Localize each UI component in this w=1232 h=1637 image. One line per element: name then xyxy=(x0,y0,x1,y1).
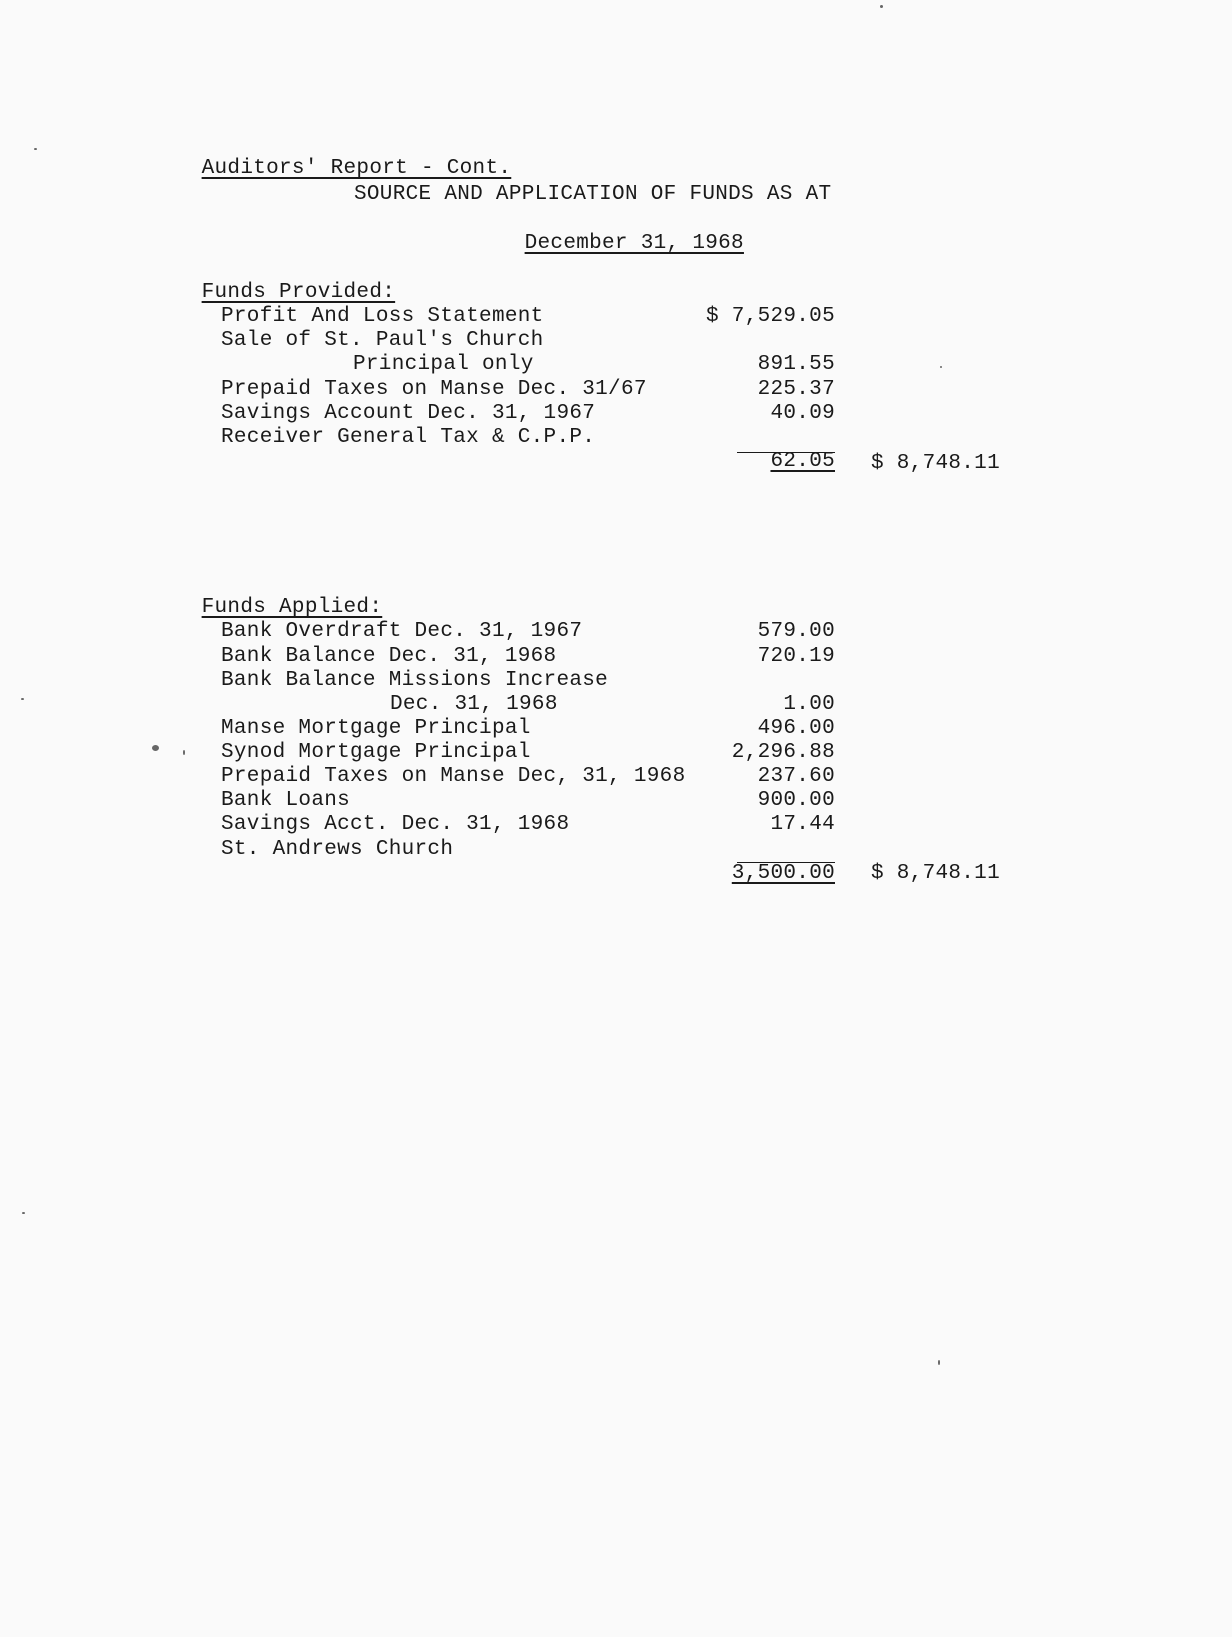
applied-label-9: St. Andrews Church xyxy=(221,838,454,861)
provided-total: $ 8,748.11 xyxy=(870,452,1000,475)
applied-amount-5: 2,296.88 xyxy=(731,741,835,764)
applied-amount-3: 1.00 xyxy=(783,693,835,716)
scan-speck xyxy=(938,1360,940,1365)
applied-amount-9 xyxy=(655,838,835,910)
provided-label-3: Prepaid Taxes on Manse Dec. 31/67 xyxy=(221,378,647,401)
scan-speck xyxy=(21,698,24,700)
applied-label-6: Prepaid Taxes on Manse Dec, 31, 1968 xyxy=(221,765,686,788)
scan-speck xyxy=(880,5,883,8)
report-date: December 31, 1968 xyxy=(524,232,744,255)
applied-amount-1: 720.19 xyxy=(757,645,835,668)
applied-amount-6: 237.60 xyxy=(757,765,835,788)
applied-label-1: Bank Balance Dec. 31, 1968 xyxy=(221,645,557,668)
provided-amount-5 xyxy=(655,426,835,498)
applied-amount-4: 496.00 xyxy=(757,717,835,740)
section-heading-text: Funds Applied: xyxy=(201,596,383,619)
applied-amount-9-value: 3,500.00 xyxy=(731,862,835,885)
provided-amount-2: 891.55 xyxy=(757,353,835,376)
provided-label-0: Profit And Loss Statement xyxy=(221,305,544,328)
scan-speck xyxy=(152,745,159,751)
report-title-line2 xyxy=(473,208,744,280)
report-title-line1: SOURCE AND APPLICATION OF FUNDS AS AT xyxy=(354,183,832,206)
applied-amount-7: 900.00 xyxy=(757,789,835,812)
applied-amount-0: 579.00 xyxy=(757,620,835,643)
provided-label-4: Savings Account Dec. 31, 1967 xyxy=(221,402,596,425)
section-heading-text: Funds Provided: xyxy=(201,281,396,304)
provided-label-1: Sale of St. Paul's Church xyxy=(221,329,544,352)
provided-label-5: Receiver General Tax & C.P.P. xyxy=(221,426,596,449)
applied-total: $ 8,748.11 xyxy=(870,862,1000,885)
scan-speck xyxy=(183,750,185,755)
provided-amount-5-value: 62.05 xyxy=(770,450,835,473)
applied-label-2: Bank Balance Missions Increase xyxy=(221,669,609,692)
applied-label-5: Synod Mortgage Principal xyxy=(221,741,531,764)
applied-label-0: Bank Overdraft Dec. 31, 1967 xyxy=(221,620,583,643)
provided-amount-0: $ 7,529.05 xyxy=(705,305,835,328)
applied-amount-8: 17.44 xyxy=(770,813,835,836)
applied-label-3: Dec. 31, 1968 xyxy=(390,693,558,716)
provided-label-2: Principal only xyxy=(353,353,534,376)
running-title-text: Auditors' Report - Cont. xyxy=(201,157,512,180)
scan-speck xyxy=(940,366,942,368)
scan-speck xyxy=(34,148,37,150)
applied-label-8: Savings Acct. Dec. 31, 1968 xyxy=(221,813,570,836)
provided-amount-4: 40.09 xyxy=(770,402,835,425)
applied-label-4: Manse Mortgage Principal xyxy=(221,717,531,740)
scan-speck xyxy=(22,1212,25,1214)
applied-label-7: Bank Loans xyxy=(221,789,351,812)
provided-amount-3: 225.37 xyxy=(757,378,835,401)
